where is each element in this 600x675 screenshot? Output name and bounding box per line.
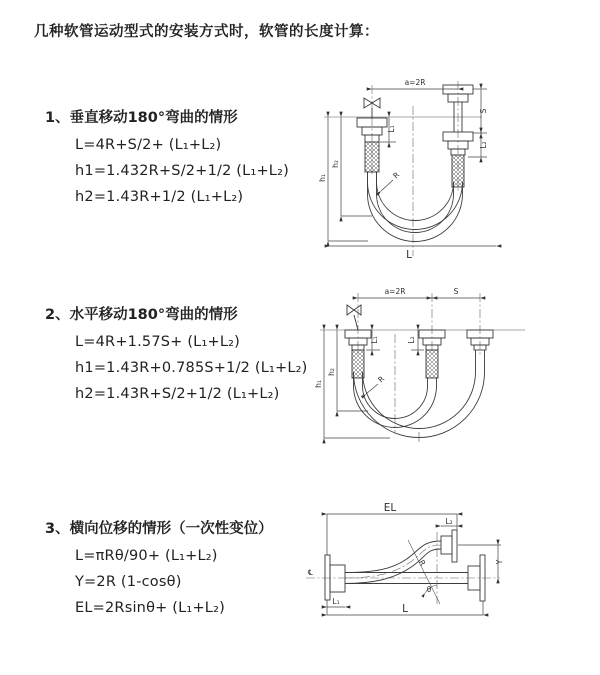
formula-line: L=4R+S/2+ (L₁+L₂) — [75, 137, 222, 153]
centerlines — [358, 293, 480, 432]
left-pipe-fitting — [357, 118, 387, 172]
dim-label-l1: L₁ — [387, 125, 396, 133]
formula-line: h1=1.43R+0.785S+1/2 (L₁+L₂) — [75, 360, 308, 376]
dim-label-h1: h₁ — [318, 174, 327, 182]
dim-label-a2r: a=2R — [384, 287, 406, 296]
centerlines — [306, 532, 500, 604]
hose-u-bend — [368, 172, 463, 242]
dim-label-l1: L₁ — [332, 597, 340, 606]
dim-label-s: S — [453, 287, 459, 296]
formula-line: Y=2R (1-cosθ) — [75, 574, 182, 590]
dim-label-r: R — [376, 374, 387, 385]
section-horizontal-bend — [45, 303, 308, 402]
dim-label-el: EL — [383, 502, 397, 514]
diagram-lateral-displacement — [300, 500, 600, 650]
valve-icon — [347, 305, 361, 330]
centerline-symbol: ℄ — [308, 568, 313, 577]
dim-label-l1: L₁ — [370, 336, 379, 344]
dim-label-h2: h₂ — [327, 368, 336, 376]
dimension-lines — [324, 298, 480, 438]
formula-line: L=πRθ/90+ (L₁+L₂) — [75, 548, 218, 564]
diagram-vertical-bend — [310, 70, 600, 265]
dim-label-l-total: L — [406, 249, 412, 261]
dimension-lines — [328, 89, 496, 246]
section-lateral-displacement — [45, 517, 273, 616]
section-1-heading: 1、垂直移动180°弯曲的情形 — [45, 110, 238, 126]
dim-label-h2: h₂ — [331, 160, 340, 168]
dim-label-theta: θ — [426, 585, 432, 594]
formula-line: h2=1.43R+S/2+1/2 (L₁+L₂) — [75, 386, 280, 402]
dim-label-l2: L₂ — [445, 517, 453, 526]
section-3-heading: 3、横向位移的情形（一次性变位） — [45, 521, 273, 537]
dim-label-y: Y — [495, 559, 504, 565]
hose-u-bend — [354, 350, 485, 438]
dim-label-a2r: a=2R — [404, 78, 426, 87]
displaced-hose — [345, 530, 457, 584]
formula-line: h1=1.432R+S/2+1/2 (L₁+L₂) — [75, 163, 289, 179]
pipe-fittings — [345, 330, 493, 378]
dim-label-l2: L₂ — [407, 336, 416, 344]
dim-label-l2: L₂ — [479, 141, 488, 149]
section-vertical-bend — [45, 106, 289, 205]
left-flange — [325, 555, 345, 600]
braid-section — [426, 350, 438, 378]
dim-label-l-total: L — [402, 603, 408, 615]
formula-line: EL=2Rsinθ+ (L₁+L₂) — [75, 600, 225, 616]
dim-label-s: S — [479, 108, 488, 114]
formula-line: L=4R+1.57S+ (L₁+L₂) — [75, 334, 240, 350]
section-2-heading: 2、水平移动180°弯曲的情形 — [45, 307, 238, 323]
dim-label-h1: h₁ — [314, 380, 323, 388]
braid-section — [365, 142, 379, 172]
dim-label-r: R — [391, 170, 402, 181]
dim-label-r: R — [417, 558, 428, 568]
page-title: 几种软管运动型式的安装方式时，软管的长度计算： — [34, 24, 379, 40]
diagram-horizontal-bend — [310, 280, 600, 465]
formula-line: h2=1.43R+1/2 (L₁+L₂) — [75, 189, 244, 205]
